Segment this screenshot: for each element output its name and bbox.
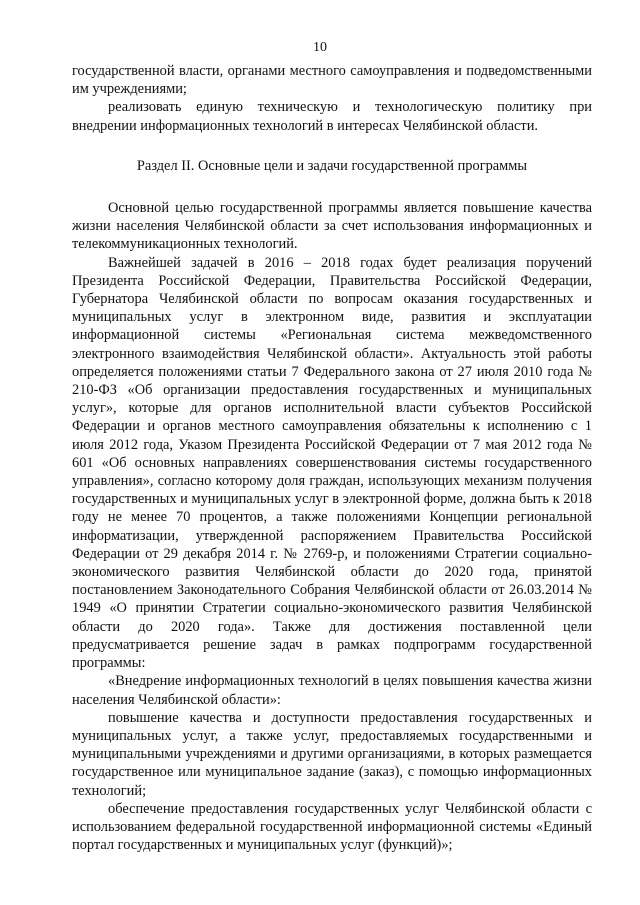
paragraph-quality-access: повышение качества и доступности предоставления государственных и муниципальных услуг, а также услуг, предоставляемых государственными и муниципальными учреждениями и другими организациями, в которых размещается государственное или муниципальное задание (заказ), с помощью информационных технологий; — [72, 709, 592, 799]
paragraph-main-goal: Основной целью государственной программы является повышение качества жизни населения Челябинской области за счет использования информационных и телекоммуникационных технологий. — [72, 200, 592, 253]
section-heading: Раздел II. Основные цели и задачи государственной программы — [136, 157, 528, 174]
paragraph-key-task: Важнейшей задачей в 2016 – 2018 годах будет реализация поручений Президента Российской Федерации, Правительства Российской Федерации, Губернатора Челябинской области по вопросам оказания государственных и муниципальных услуг в электронном виде, развития и эксплуатации информационной системы «Региональная система межведомственного электронного взаимодействия Челябинской области». Актуальность этой работы определяется положениями статьи 7 Федерального закона от 27 июля 2010 года № 210-ФЗ «Об организации предоставления государственных и муниципальных услуг», которые для органов исполнительной власти субъектов Российской Федерации и органов местного самоуправления обязательны к исполнению с 1 июля 2012 года, Указом Президента Российской Федерации от 7 мая 2012 года № 601 «Об основных направлениях совершенствования системы государственного управления», согласно которому доля граждан, использующих механизм получения государственных и муниципальных услуг в электронной форме, должна быть к 2018 году не менее 70 процентов, а также положениями Концепции региональной информатизации, утвержденной распоряжением Правительства Российской Федерации от 29 декабря 2014 г. № 2769-р, и положениями Стратегии социально-экономического развития Челябинской области до 2020 года, принятой постановлением Законодательного Собрания Челябинской области от 26.03.2014 № 1949 «О принятии Стратегии социально-экономического развития Челябинской области до 2020 года». Также для достижения поставленной цели предусматривается решение задач в рамках подпрограмм государственной программы: — [72, 254, 592, 672]
paragraph-portal: обеспечение предоставления государственных услуг Челябинской области с использованием федеральной государственной информационной системы «Единый портал государственных и муниципальных услуг (функций)»; — [72, 800, 592, 854]
paragraph-subprogram-title: «Внедрение информационных технологий в целях повышения качества жизни населения Челябинской области»: — [72, 673, 592, 708]
paragraph-policy: реализовать единую техническую и технологическую политику при внедрении информационных технологий в интересах Челябинской области. — [72, 99, 592, 134]
document-body — [72, 62, 592, 854]
page-number: 10 — [313, 40, 327, 55]
paragraph-continuation: государственной власти, органами местного самоуправления и подведомственными им учреждениями; — [72, 63, 592, 98]
